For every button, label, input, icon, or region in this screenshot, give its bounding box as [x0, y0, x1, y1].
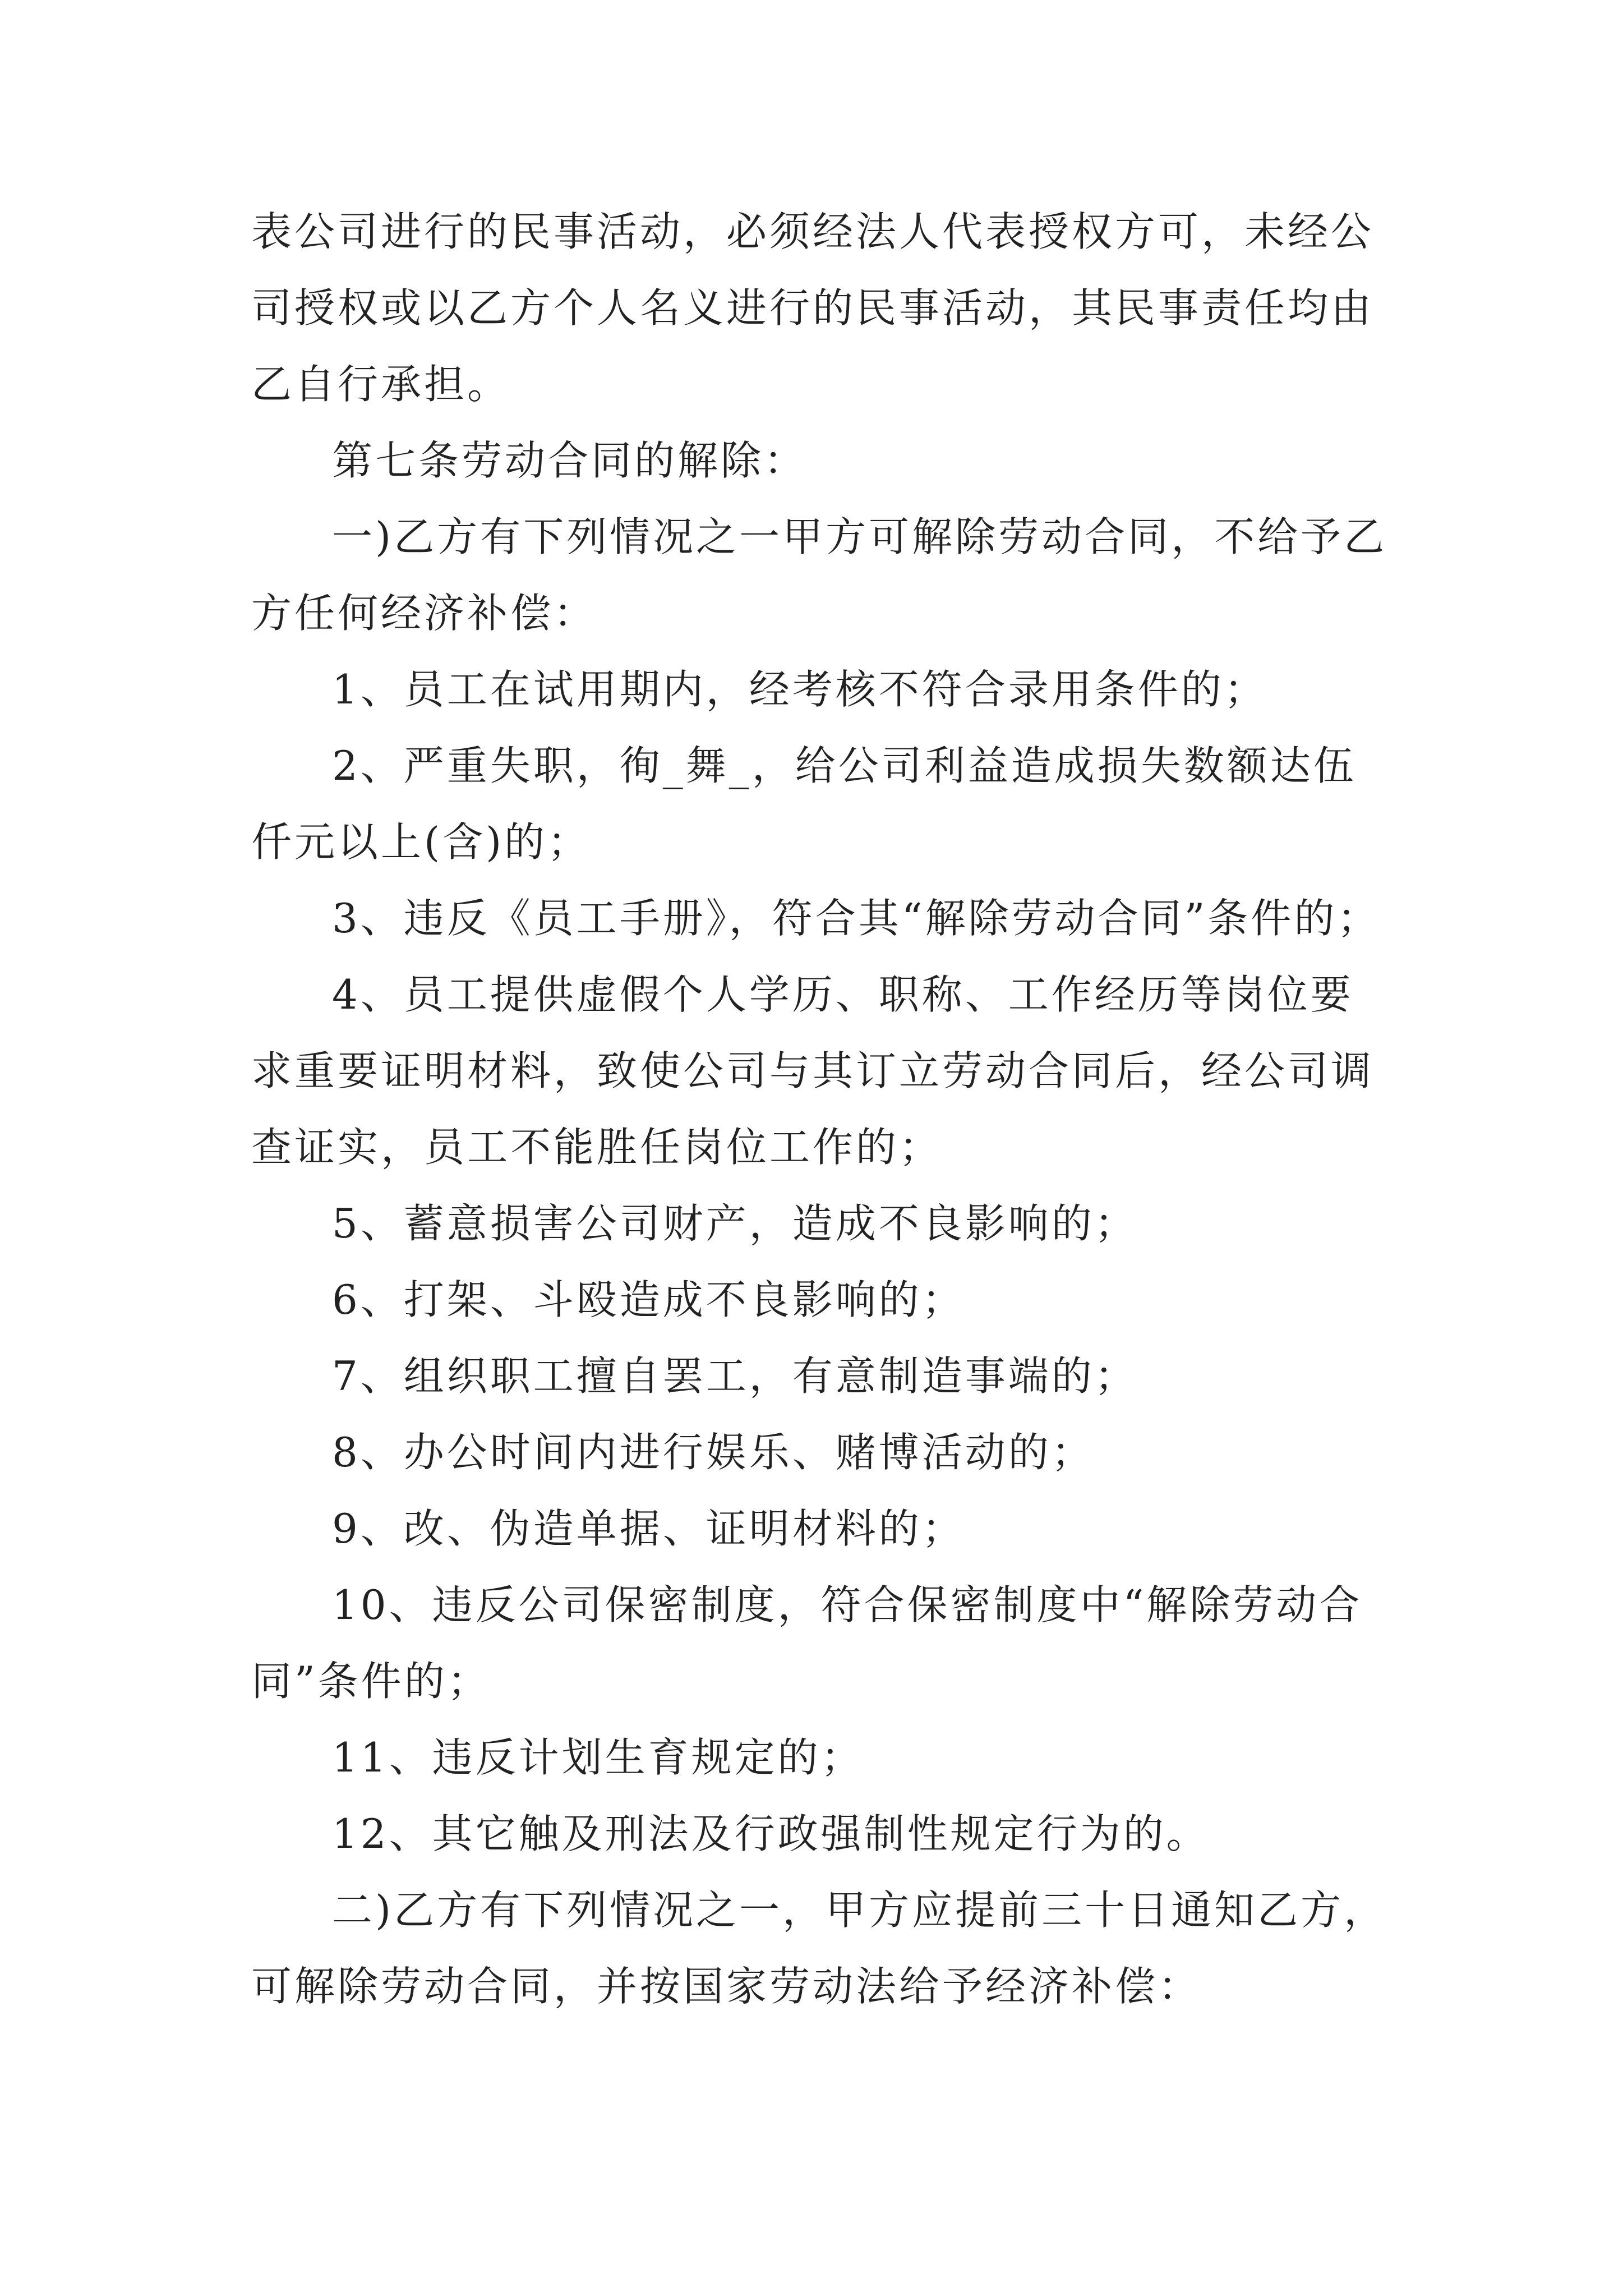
list-item-8: 8、办公时间内进行娱乐、赌博活动的； [332, 1429, 1095, 1476]
list-item-7: 7、组织职工擅自罢工，有意制造事端的； [332, 1352, 1138, 1400]
list-item-10: 10、违反公司保密制度，符合保密制度中“解除劳动合同”条件的； [251, 1581, 1363, 1705]
list-item-5: 5、蓄意损害公司财产，造成不良影响的； [332, 1200, 1138, 1247]
list-item-9: 9、改、伪造单据、证明材料的； [332, 1505, 965, 1552]
list-item-12: 12、其它触及刑法及行政强制性规定行为的。 [332, 1810, 1210, 1857]
list-item-3: 3、违反《员工手册》，符合其“解除劳动合同”条件的； [332, 895, 1381, 942]
list-item-6: 6、打架、斗殴造成不良影响的； [332, 1276, 965, 1323]
paragraph-continuation: 表公司进行的民事活动，必须经法人代表授权方可，未经公司授权或以乙方个人名义进行的民事活动，其民事责任均由乙自行承担。 [251, 208, 1375, 408]
document-body [251, 194, 1390, 2024]
article-seven-heading: 第七条劳动合同的解除： [332, 437, 808, 484]
list-item-1: 1、员工在试用期内，经考核不符合录用条件的； [332, 666, 1267, 713]
list-item-2: 2、严重失职，徇_舞_，给公司利益造成损失数额达伍仟元以上(含)的； [251, 742, 1357, 866]
list-item-11: 11、违反计划生育规定的； [332, 1734, 864, 1781]
list-item-4: 4、员工提供虚假个人学历、职称、工作经历等岗位要求重要证明材料，致使公司与其订立劳动合同后，经公司调查证实，员工不能胜任岗位工作的； [251, 971, 1375, 1171]
section-two-intro: 二)乙方有下列情况之一，甲方应提前三十日通知乙方，可解除劳动合同，并按国家劳动法给予经济补偿： [251, 1887, 1387, 2010]
section-one-intro: 一)乙方有下列情况之一甲方可解除劳动合同，不给予乙方任何经济补偿： [251, 513, 1387, 637]
